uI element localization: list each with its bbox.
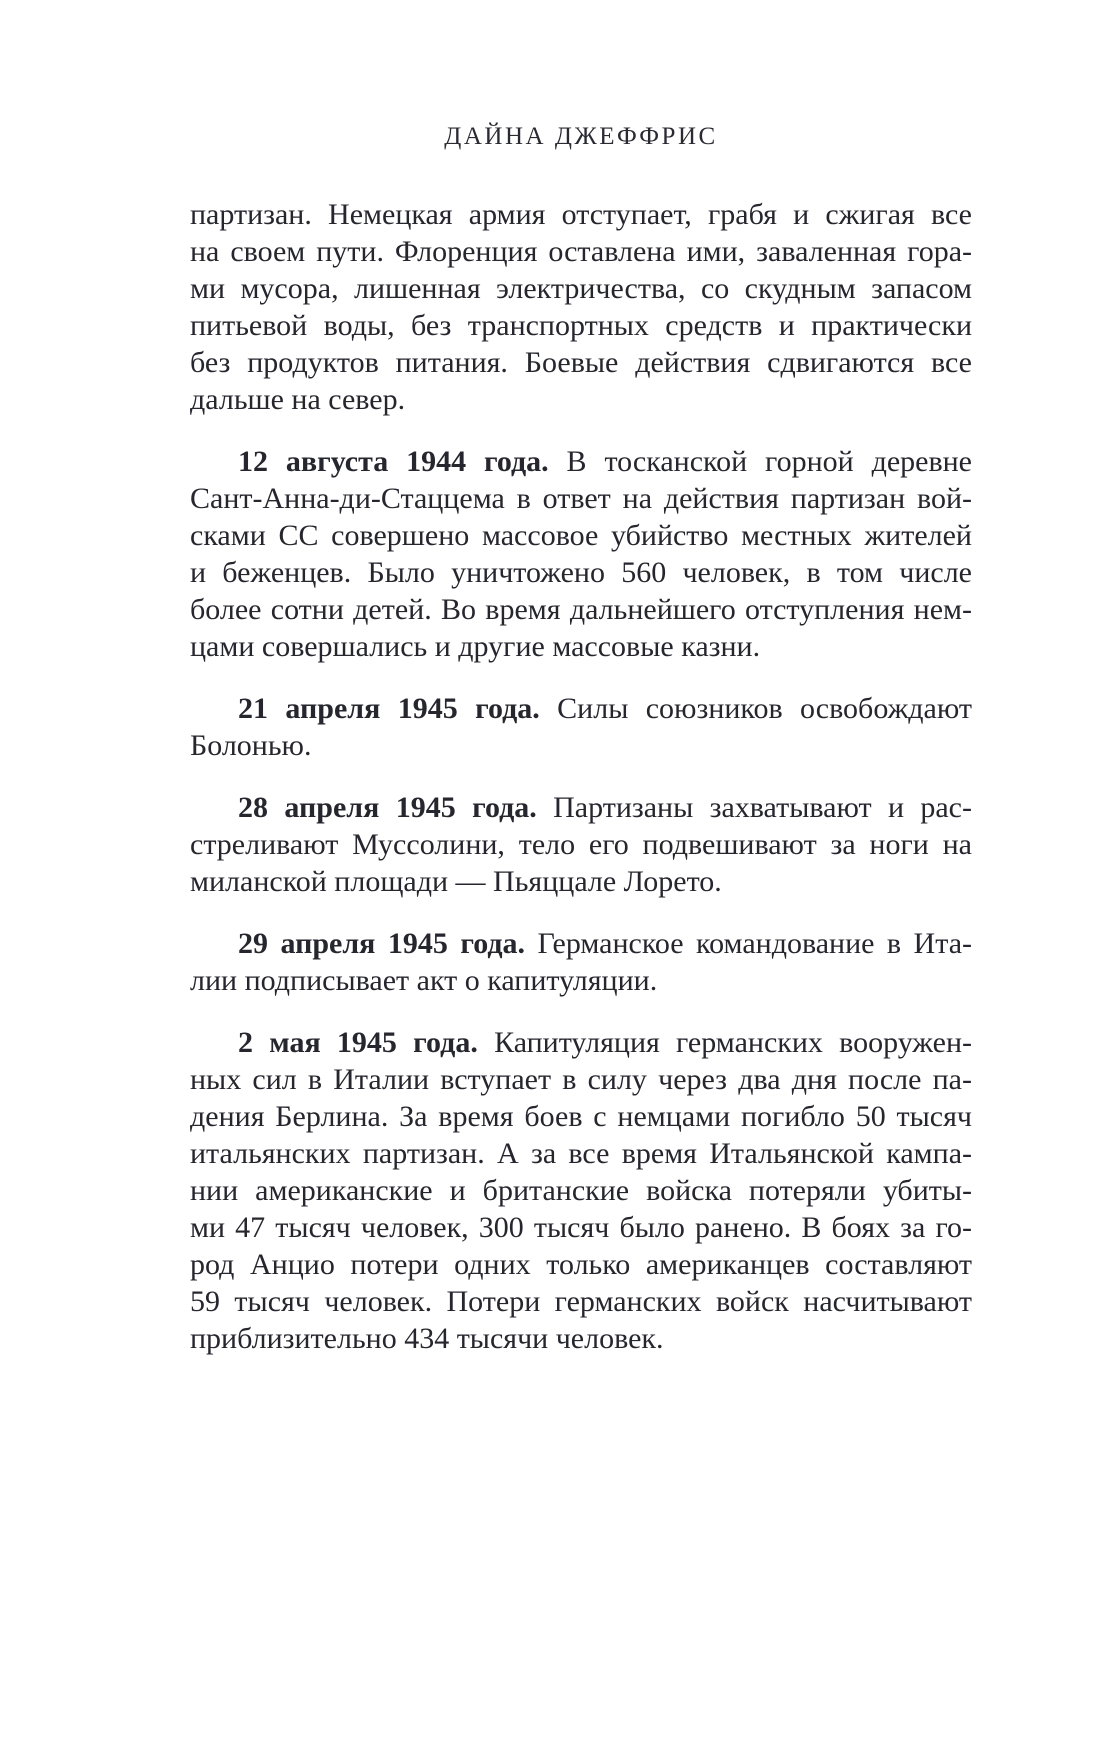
- date-lead: 2 мая 1945 года.: [238, 1026, 495, 1059]
- running-header-author: ДАЙНА ДЖЕФФРИС: [444, 123, 718, 150]
- date-lead: 29 апреля 1945 года.: [238, 927, 538, 960]
- text-line: стреливают Муссолини, тело его подвешивают за ноги на: [190, 828, 972, 861]
- text-line: Болонью.: [190, 729, 312, 762]
- page-text: [190, 196, 972, 1357]
- text-line: на своем пути. Флоренция оставлена ими, заваленная гора-: [190, 235, 972, 268]
- text-line: ми 47 тысяч человек, 300 тысяч было ранено. В боях за го-: [190, 1211, 972, 1244]
- text-line: миланской площади — Пьяццале Лорето.: [190, 865, 722, 898]
- paragraph: [190, 196, 972, 418]
- paragraph: [190, 789, 972, 900]
- text-line: лии подписывает акт о капитуляции.: [190, 964, 658, 997]
- text-line: более сотни детей. Во время дальнейшего отступления нем-: [190, 593, 972, 626]
- text-line: итальянских партизан. А за все время Итальянской кампа-: [190, 1137, 972, 1170]
- text-line: дения Берлина. За время боев с немцами погибло 50 тысяч: [190, 1100, 972, 1133]
- paragraph: [190, 1024, 972, 1357]
- date-lead: 12 августа 1944 года.: [238, 445, 567, 478]
- text-line: 28 апреля 1945 года. Партизаны захватывают и рас-: [238, 791, 972, 824]
- text-line: 2 мая 1945 года. Капитуляция германских вооружен-: [238, 1026, 972, 1059]
- date-lead: 21 апреля 1945 года.: [238, 692, 558, 725]
- text-line: 12 августа 1944 года. В тосканской горной деревне: [238, 445, 972, 478]
- text-line: 29 апреля 1945 года. Германское командование в Ита-: [238, 927, 972, 960]
- text-line: дальше на север.: [190, 383, 406, 416]
- paragraph: [190, 925, 972, 999]
- text-line: приблизительно 434 тысячи человек.: [190, 1322, 664, 1355]
- date-lead: 28 апреля 1945 года.: [238, 791, 554, 824]
- paragraph: [190, 443, 972, 665]
- text-line: ми мусора, лишенная электричества, со скудным запасом: [190, 272, 972, 305]
- text-line: и беженцев. Было уничтожено 560 человек, в том числе: [190, 556, 972, 589]
- text-line: без продуктов питания. Боевые действия сдвигаются все: [190, 346, 972, 379]
- text-line: партизан. Немецкая армия отступает, грабя и сжигая все: [190, 198, 972, 231]
- text-line: 21 апреля 1945 года. Силы союзников освобождают: [238, 692, 973, 725]
- text-line: Сант-Анна-ди-Стаццема в ответ на действия партизан вой-: [190, 482, 972, 515]
- text-line: цами совершались и другие массовые казни.: [190, 630, 761, 663]
- text-line: нии американские и британские войска потеряли убиты-: [190, 1174, 972, 1207]
- text-line: 59 тысяч человек. Потери германских войск насчитывают: [190, 1285, 972, 1318]
- paragraph: [190, 690, 972, 764]
- text-line: сками СС совершено массовое убийство местных жителей: [190, 519, 972, 552]
- text-line: питьевой воды, без транспортных средств и практически: [190, 309, 972, 342]
- text-line: ных сил в Италии вступает в силу через два дня после па-: [190, 1063, 972, 1096]
- text-line: род Анцио потери одних только американцев составляют: [190, 1248, 972, 1281]
